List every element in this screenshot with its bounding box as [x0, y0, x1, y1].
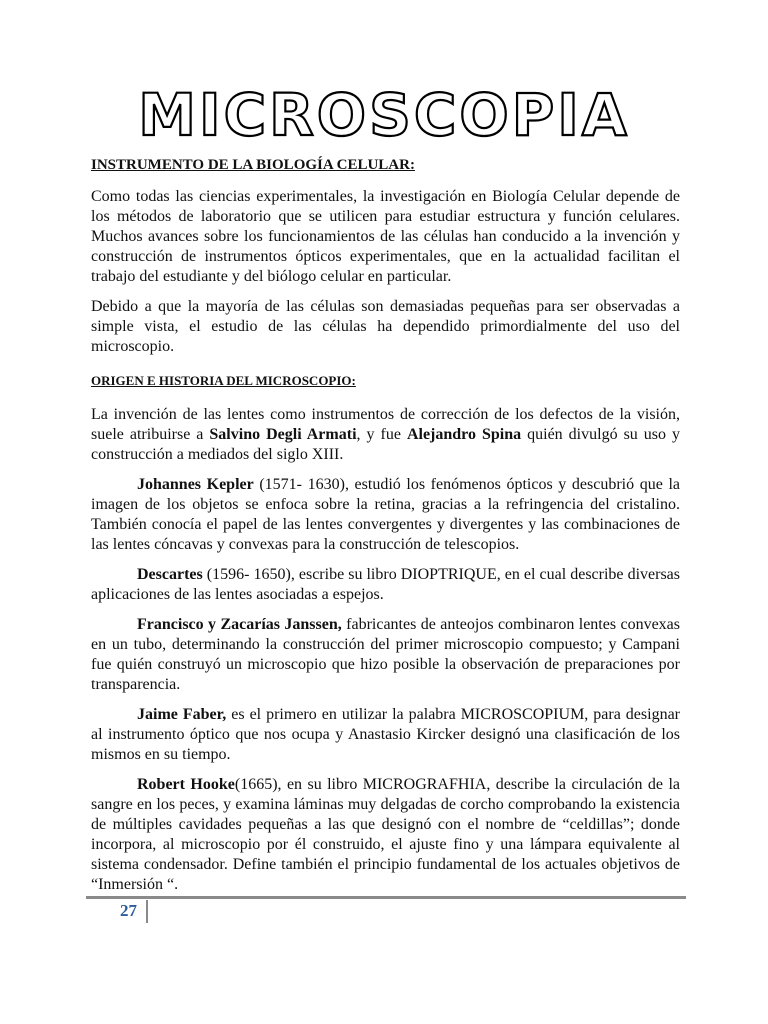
name-descartes: Descartes — [137, 566, 203, 583]
text-span: (1596- 1650), escribe su libro DIOPTRIQUE, en el cual describe diversas aplicaciones de las lentes asociadas a espejos. — [91, 566, 680, 603]
footer-divider — [146, 900, 148, 923]
paragraph-faber — [91, 705, 680, 765]
name-armati: Salvino Degli Armati — [209, 426, 357, 443]
name-hooke: Robert Hooke — [137, 776, 235, 793]
paragraph-lentes — [91, 405, 680, 465]
paragraph-janssen — [91, 615, 680, 695]
text-span: (1571- 1630), estudió los fenómenos ópticos y descubrió que la imagen de los objetos se enfoca sobre la retina, gracias a la refringencia del cristalino. También conocía el papel de las lentes convergentes y divergentes y las combinaciones de las lentes cóncavas y convexas para la construcción de telescopios. — [91, 476, 680, 553]
text-span: La invención de las lentes como instrumentos de corrección de los defectos de la visión, suele atribuirse a — [91, 406, 680, 443]
text-span: quién divulgó su uso y construcción a mediados del siglo XIII. — [91, 426, 681, 463]
page-number: 27 — [120, 901, 137, 920]
name-spina: Alejandro Spina — [406, 426, 522, 443]
section-heading-origen: ORIGEN E HISTORIA DEL MICROSCOPIO: — [91, 373, 356, 388]
section-heading-instrumento: INSTRUMENTO DE LA BIOLOGÍA CELULAR: — [91, 157, 415, 173]
name-kepler: Johannes Kepler — [137, 476, 254, 493]
text-span: es el primero en utilizar la palabra MICROSCOPIUM, para designar al instrumento óptico que nos ocupa y Anastasio Kircker designó una clasificación de los mismos en su tiempo. — [91, 706, 680, 763]
paragraph-intro: Como todas las ciencias experimentales, la investigación en Biología Celular depende de los métodos de laboratorio que se utilicen para estudiar estructura y función celulares. Muchos avances sobre los funcionamientos de las células han conducido a la invención y construcción de instrumentos ópticos experimentales, que en la actualidad facilitan el trabajo del estudiante y del biólogo celular en particular. — [91, 188, 680, 285]
paragraph-hooke — [91, 775, 680, 895]
paragraph-kepler — [91, 475, 680, 555]
document-body — [91, 155, 680, 905]
paragraph-descartes — [91, 565, 680, 605]
text-span: (1665), en su libro MICROGRAFHIA, describe la circulación de la sangre en los peces, y examina láminas muy delgadas de corcho comprobando la existencia de múltiples cavidades pequeñas a las que designó con el nombre de “celdillas”; donde incorpora, al microscopio por él construido, el ajuste fino y una lámpara equivalente al sistema condensador. Define también el principio fundamental de los actuales objetivos de “Inmersión “. — [91, 776, 680, 893]
paragraph-microscopio: Debido a que la mayoría de las células son demasiadas pequeñas para ser observadas a simple vista, el estudio de las células ha dependido primordialmente del uso del microscopio. — [91, 298, 680, 355]
text-span: fabricantes de anteojos combinaron lentes convexas en un tubo, determinando la construcción del primer microscopio compuesto; y Campani fue quién construyó un microscopio que hizo posible la observación de preparaciones por transparencia. — [91, 616, 681, 693]
name-janssen: Francisco y Zacarías Janssen, — [137, 616, 342, 633]
page-title: MICROSCOPIA — [138, 81, 630, 149]
text-span: , y fue — [356, 426, 407, 443]
footer-rule — [86, 896, 686, 899]
name-faber: Jaime Faber, — [137, 706, 227, 723]
